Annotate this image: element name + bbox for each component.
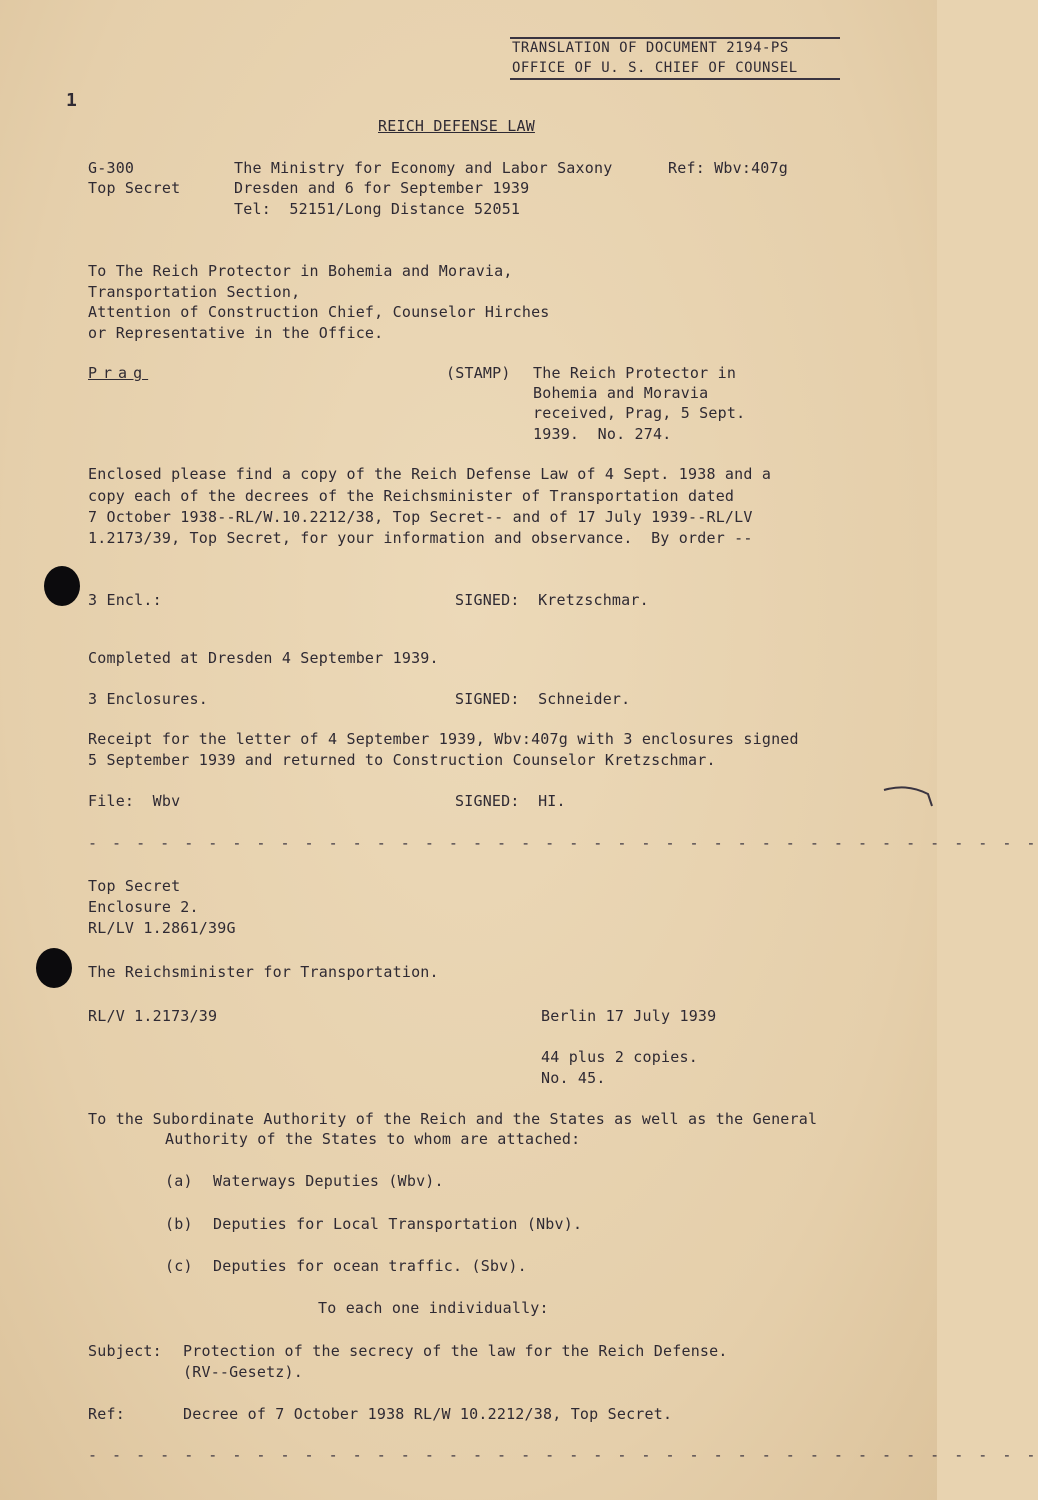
copies-count: 44 plus 2 copies. [541,1048,698,1066]
subject-text: Protection of the secrecy of the law for the Reich Defense. [183,1342,728,1360]
copy-number: No. 45. [541,1069,606,1087]
stamp-label: (STAMP) [446,364,511,382]
list-item-text: Deputies for ocean traffic. (Sbv). [213,1257,527,1275]
document-title: REICH DEFENSE LAW [378,117,535,135]
address-line: Transportation Section, [88,283,301,301]
enclosure-reference: RL/LV 1.2861/39G [88,919,236,937]
place-name: Prag [88,364,149,382]
subject-label: Subject: [88,1342,162,1360]
letterhead-telephone: Tel: 52151/Long Distance 52051 [234,200,521,218]
list-item-label: (c) [165,1257,193,1275]
receipt-line: 5 September 1939 and returned to Construction Counselor Kretzschmar. [88,751,716,769]
ref-text: Decree of 7 October 1938 RL/W 10.2212/38, Top Secret. [183,1405,673,1423]
header-line-2: OFFICE OF U. S. CHIEF OF COUNSEL [512,60,798,76]
signature-hi: SIGNED: HI. [455,792,566,810]
bottom-divider: - - - - - - - - - - - - - - - - - - - - - - - - - - - - - - - - - - - - - - - - [88,1446,1038,1464]
letterhead-ministry: The Ministry for Economy and Labor Saxony [234,159,613,177]
completed-line: Completed at Dresden 4 September 1939. [88,649,439,667]
letterhead-file-code: G-300 [88,159,135,177]
body-paragraph-line: 7 October 1938--RL/W.10.2212/38, Top Secret-- and of 17 July 1939--RL/LV [88,508,753,526]
margin-mark: 1 [66,90,77,111]
receipt-line: Receipt for the letter of 4 September 1939, Wbv:407g with 3 enclosures signed [88,730,799,748]
signature-kretzschmar: SIGNED: Kretzschmar. [455,591,649,609]
header-line-1: TRANSLATION OF DOCUMENT 2194-PS [512,40,789,56]
address-line: To The Reich Protector in Bohemia and Moravia, [88,262,513,280]
punch-hole-top [44,566,80,606]
section-divider: - - - - - - - - - - - - - - - - - - - - - - - - - - - - - - - - - - - - - - - - [88,834,1038,852]
enclosure-classification: Top Secret [88,877,181,895]
body-paragraph-line: Enclosed please find a copy of the Reich Defense Law of 4 Sept. 1938 and a [88,465,772,483]
letterhead-classification: Top Secret [88,179,181,197]
address-line: or Representative in the Office. [88,324,384,342]
addressee-line: To the Subordinate Authority of the Reich and the States as well as the General [88,1110,818,1128]
punch-hole-bottom [36,948,72,988]
list-item-label: (a) [165,1172,193,1190]
list-item-text: Waterways Deputies (Wbv). [213,1172,444,1190]
letterhead-date: Dresden and 6 for September 1939 [234,179,530,197]
stamp-line: Bohemia and Moravia [533,384,709,402]
stamp-line: The Reich Protector in [533,364,737,382]
list-item-text: Deputies for Local Transportation (Nbv). [213,1215,583,1233]
ref-label: Ref: [88,1405,125,1423]
body-paragraph-line: copy each of the decrees of the Reichsminister of Transportation dated [88,487,735,505]
enclosure-count: 3 Encl.: [88,591,162,609]
header-rule-bottom [510,78,840,80]
enclosures-line: 3 Enclosures. [88,690,208,708]
enclosure-number: Enclosure 2. [88,898,199,916]
body-paragraph-line: 1.2173/39, Top Secret, for your information and observance. By order -- [88,529,753,547]
list-item-label: (b) [165,1215,193,1233]
margin-scribble [880,780,936,810]
decree-reference: RL/V 1.2173/39 [88,1007,218,1025]
file-line: File: Wbv [88,792,181,810]
stamp-line: 1939. No. 274. [533,425,672,443]
address-line: Attention of Construction Chief, Counselor Hirches [88,303,550,321]
individually-line: To each one individually: [318,1299,549,1317]
letterhead-reference: Ref: Wbv:407g [668,159,788,177]
addressee-line: Authority of the States to whom are attached: [165,1130,581,1148]
signature-schneider: SIGNED: Schneider. [455,690,631,708]
minister-heading: The Reichsminister for Transportation. [88,963,439,981]
stamp-line: received, Prag, 5 Sept. [533,404,746,422]
subject-text: (RV--Gesetz). [183,1363,303,1381]
decree-date: Berlin 17 July 1939 [541,1007,717,1025]
